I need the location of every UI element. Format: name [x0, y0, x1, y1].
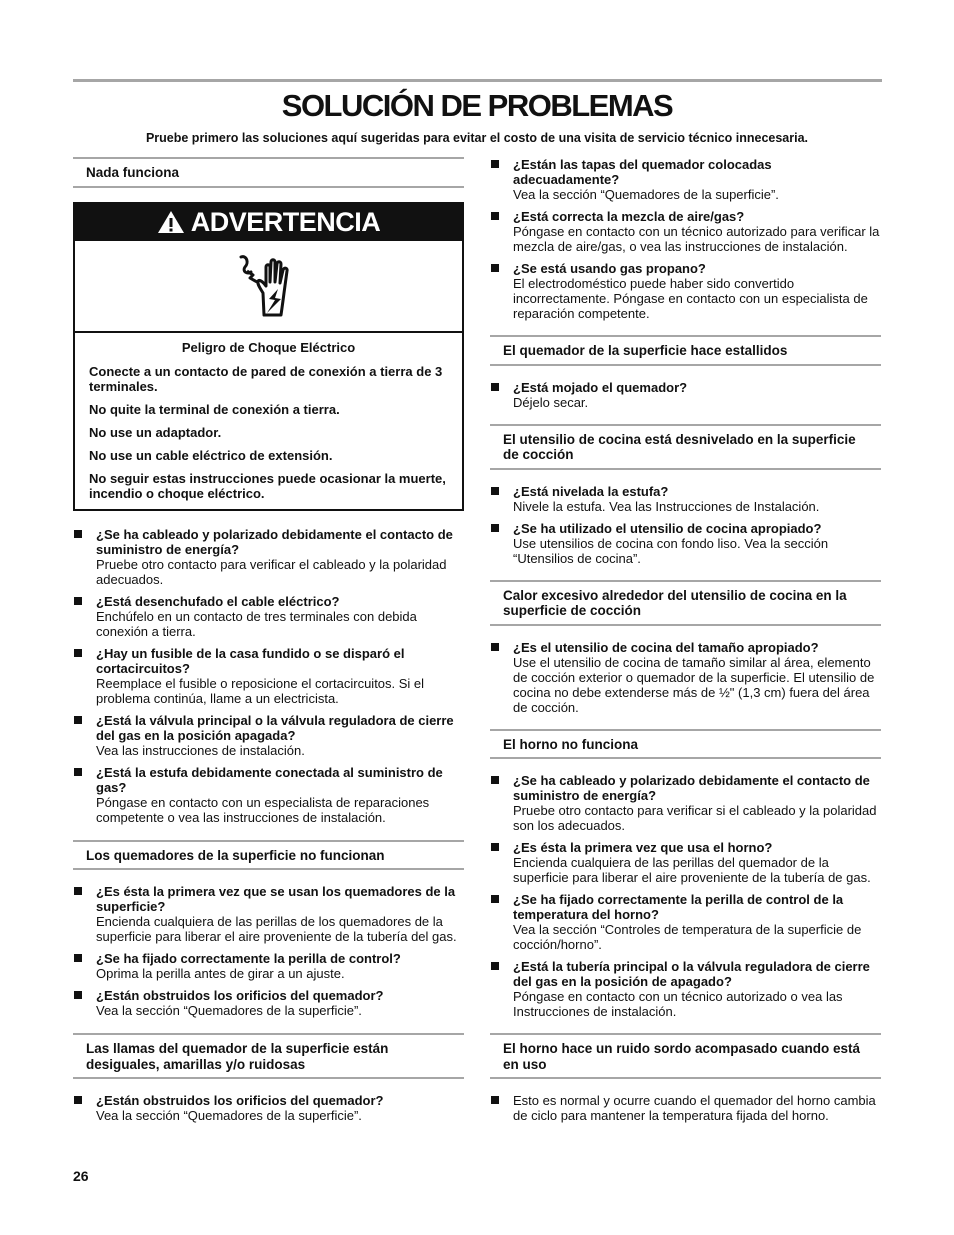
list-item	[490, 484, 881, 514]
list-item	[73, 884, 464, 944]
shock-icon-area	[75, 241, 462, 333]
item-question: ¿Se ha fijado correctamente la perilla de control?	[96, 951, 401, 966]
list-item	[73, 527, 464, 587]
list-item	[490, 959, 881, 1019]
square-bullet-icon	[74, 991, 82, 999]
list-item	[490, 261, 881, 321]
item-question: ¿Se ha cableado y polarizado debidamente el contacto de suministro de energía?	[513, 773, 870, 803]
square-bullet-icon	[491, 1096, 499, 1104]
item-answer: Pruebe otro contacto para verificar el cableado y la polaridad adecuados.	[96, 556, 447, 587]
square-bullet-icon	[74, 887, 82, 895]
item-answer: Reemplace el fusible o reposicione el cortacircuitos. Si el problema continúa, llame a un electricista.	[96, 675, 425, 706]
item-answer: Use el utensilio de cocina de tamaño similar al área, elemento de cocción exterior o quemador de la superficie. El utensilio de cocina no debe extenderse más de ½" (1,3 cm) fuera del área de cocción.	[513, 654, 875, 715]
square-bullet-icon	[74, 768, 82, 776]
list-item	[73, 646, 464, 706]
warning-text	[75, 333, 462, 509]
square-bullet-icon	[491, 895, 499, 903]
warning-line: No seguir estas instrucciones puede ocasionar la muerte, incendio o choque eléctrico.	[89, 470, 446, 501]
item-answer: Encienda cualquiera de las perillas de los quemadores de la superficie para liberar el aire proveniente de la tubería del gas.	[96, 914, 457, 944]
top-rule	[73, 79, 882, 82]
warning-line: No use un adaptador.	[89, 424, 222, 440]
section-heading: Las llamas del quemador de la superficie están desiguales, amarillas y/o ruidosas	[73, 1033, 464, 1079]
item-answer: Enchúfelo en un contacto de tres terminales con debida conexión a tierra.	[96, 608, 417, 639]
item-answer: Póngase en contacto con un especialista de reparaciones competente o vea las instrucciones de instalación.	[96, 794, 430, 825]
list-item	[490, 1093, 881, 1123]
list-item	[490, 640, 881, 715]
item-list	[490, 380, 881, 410]
section-heading: El quemador de la superficie hace estallidos	[490, 335, 881, 366]
item-answer: Pruebe otro contacto para verificar si el cableado y la polaridad son los adecuados.	[513, 803, 877, 833]
square-bullet-icon	[491, 487, 499, 495]
square-bullet-icon	[74, 954, 82, 962]
list-item	[73, 951, 464, 981]
list-item	[490, 157, 881, 202]
list-item	[490, 521, 881, 566]
item-question: ¿Se ha utilizado el utensilio de cocina apropiado?	[513, 520, 822, 536]
right-column	[490, 157, 881, 1130]
square-bullet-icon	[491, 524, 499, 532]
warning-line: Conecte a un contacto de pared de conexión a tierra de 3 terminales.	[89, 363, 443, 394]
warning-line: No use un cable eléctrico de extensión.	[89, 447, 333, 463]
item-question: ¿Es ésta la primera vez que usa el horno?	[513, 840, 773, 855]
item-list	[73, 884, 464, 1018]
list-item	[73, 1093, 464, 1123]
section-heading: Nada funciona	[73, 157, 464, 188]
square-bullet-icon	[491, 643, 499, 651]
square-bullet-icon	[74, 597, 82, 605]
item-question: ¿Está mojado el quemador?	[513, 379, 688, 395]
item-question: ¿Están obstruidos los orificios del quemador?	[96, 1093, 384, 1108]
item-answer: Déjelo secar.	[513, 394, 589, 410]
item-list	[490, 1093, 881, 1123]
item-answer: El electrodoméstico puede haber sido convertido incorrectamente. Póngase en contacto con un especialista de reparación competente.	[513, 276, 868, 321]
item-question: ¿Se ha cableado y polarizado debidamente el contacto de suministro de energía?	[96, 526, 453, 557]
item-list	[73, 1093, 464, 1123]
item-answer: Vea las instrucciones de instalación.	[96, 742, 305, 758]
list-item	[73, 988, 464, 1018]
item-list	[490, 157, 881, 321]
item-question: ¿Está la tubería principal o la válvula reguladora de cierre del gas en la posición de apagado?	[513, 959, 870, 989]
item-answer: Póngase en contacto con un técnico autorizado o vea las Instrucciones de instalación.	[513, 989, 843, 1019]
square-bullet-icon	[74, 716, 82, 724]
item-answer: Oprima la perilla antes de girar a un ajuste.	[96, 966, 345, 981]
item-list	[490, 484, 881, 566]
warning-line: No quite la terminal de conexión a tierra.	[89, 401, 340, 417]
list-item	[490, 380, 881, 410]
square-bullet-icon	[491, 160, 499, 168]
section-heading: El utensilio de cocina está desnivelado en la superficie de cocción	[490, 424, 881, 470]
item-answer: Vea la sección “Quemadores de la superficie”.	[513, 187, 779, 202]
warning-box	[73, 202, 464, 511]
page-number: 26	[73, 1168, 89, 1184]
left-column	[73, 157, 464, 1130]
item-answer: Esto es normal y ocurre cuando el quemador del horno cambia de ciclo para mantener la temperatura fijada del horno.	[513, 1093, 876, 1123]
section-heading: El horno hace un ruido sordo acompasado cuando está en uso	[490, 1033, 881, 1079]
item-question: ¿Hay un fusible de la casa fundido o se disparó el cortacircuitos?	[96, 645, 405, 676]
warning-title: ADVERTENCIA	[190, 206, 381, 237]
warning-header	[75, 204, 462, 241]
list-item	[490, 773, 881, 833]
item-question: ¿Está desenchufado el cable eléctrico?	[96, 593, 340, 609]
square-bullet-icon	[74, 1096, 82, 1104]
list-item	[73, 765, 464, 825]
item-answer: Póngase en contacto con un técnico autorizado para verificar la mezcla de aire/gas, o vea las instrucciones de instalación.	[513, 224, 880, 254]
square-bullet-icon	[491, 776, 499, 784]
warning-subtitle: Peligro de Choque Eléctrico	[181, 339, 356, 355]
square-bullet-icon	[74, 530, 82, 538]
item-answer: Encienda cualquiera de las perillas del quemador de la superficie para liberar el aire proveniente de la tubería de gas.	[513, 855, 871, 885]
list-item	[490, 209, 881, 254]
item-question: ¿Está la estufa debidamente conectada al suministro de gas?	[96, 764, 443, 795]
square-bullet-icon	[491, 962, 499, 970]
item-answer: Vea la sección “Controles de temperatura de la superficie de cocción/horno”.	[513, 922, 862, 952]
square-bullet-icon	[74, 649, 82, 657]
page-title: SOLUCIÓN DE PROBLEMAS	[281, 88, 673, 123]
list-item	[73, 713, 464, 758]
list-item	[73, 594, 464, 639]
list-item	[490, 840, 881, 885]
item-answer: Vea la sección “Quemadores de la superficie”.	[96, 1003, 362, 1018]
item-question: ¿Está correcta la mezcla de aire/gas?	[513, 209, 745, 224]
square-bullet-icon	[491, 264, 499, 272]
item-answer: Nivele la estufa. Vea las Instrucciones de Instalación.	[513, 498, 820, 514]
square-bullet-icon	[491, 212, 499, 220]
item-question: ¿Está la válvula principal o la válvula reguladora de cierre del gas en la posición apagada?	[96, 712, 454, 743]
square-bullet-icon	[491, 843, 499, 851]
item-question: ¿Están obstruidos los orificios del quemador?	[96, 988, 384, 1003]
electric-shock-hand-icon	[237, 253, 301, 319]
item-answer: Vea la sección “Quemadores de la superficie”.	[96, 1108, 362, 1123]
intro-text: Pruebe primero las soluciones aquí sugeridas para evitar el costo de una visita de servicio técnico innecesaria.	[145, 131, 809, 145]
section-heading: El horno no funciona	[490, 729, 881, 760]
list-item	[490, 892, 881, 952]
item-question: ¿Está nivelada la estufa?	[513, 483, 669, 499]
item-answer: Use utensilios de cocina con fondo liso. Vea la sección “Utensilios de cocina”.	[513, 535, 829, 566]
item-question: ¿Se está usando gas propano?	[513, 261, 706, 276]
item-list	[490, 773, 881, 1019]
item-question: ¿Se ha fijado correctamente la perilla de control de la temperatura del horno?	[513, 892, 844, 922]
item-list	[73, 527, 464, 825]
section-heading: Los quemadores de la superficie no funcionan	[73, 840, 464, 871]
warning-triangle-icon	[157, 210, 185, 234]
section-heading: Calor excesivo alrededor del utensilio de cocina en la superficie de cocción	[490, 580, 881, 626]
item-question: ¿Es el utensilio de cocina del tamaño apropiado?	[513, 639, 819, 655]
item-list	[490, 640, 881, 715]
square-bullet-icon	[491, 383, 499, 391]
item-question: ¿Es ésta la primera vez que se usan los quemadores de la superficie?	[96, 884, 456, 914]
item-question: ¿Están las tapas del quemador colocadas adecuadamente?	[513, 157, 772, 187]
